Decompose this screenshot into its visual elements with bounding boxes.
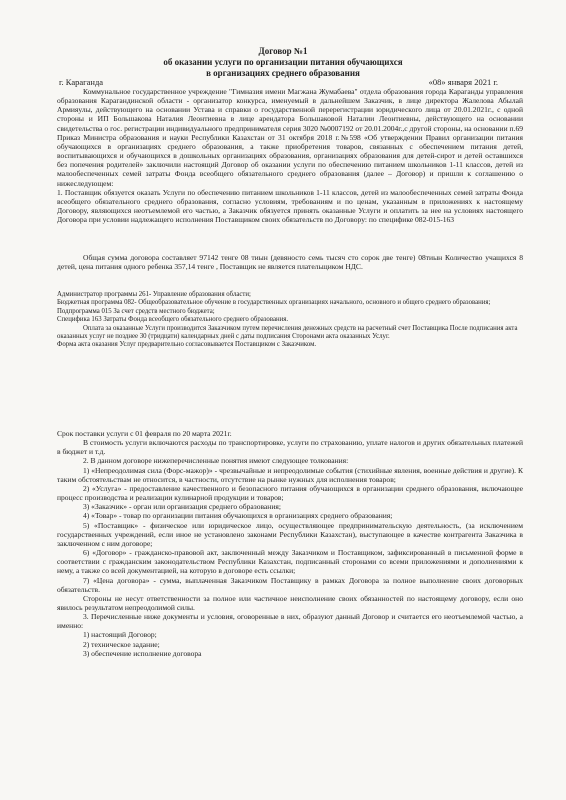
preamble-block	[57, 87, 523, 224]
sum-paragraph: Общая сумма договора составляет 97142 тенге 08 тиын (девяносто семь тысяч сто сорок две тенге) 08тиын Количество учащихся 8 детей, цена питания одного ребенка 357,14 тенге , Поставщик не является плательщиком НДС.	[57, 253, 523, 272]
clause-3-intro: 3. Перечисленные ниже документы и условия, оговоренные в них, образуют данный Договор и считается его неотъемлемой частью, а именно:	[57, 612, 523, 631]
term-block	[57, 429, 523, 658]
contract-date: «08» января 2021 г.	[428, 77, 498, 87]
definition-customer: 3) «Заказчик» - орган или организация среднего образования;	[83, 502, 281, 512]
contract-subtitle-line2: в организациях среднего образования	[206, 68, 360, 78]
definition-force-majeure: 1) «Непреодолимая сила (Форс-мажор)» - чрезвычайные и непреодолимые события (стихийные явления, военные действия и другие). К таким обстоятельствам не относится, в частности, отсутствие на рынке нужных для исполнения товаров;	[57, 465, 523, 484]
act-form-note: Форма акта оказания Услуг предварительно согласовывается Поставщиком с Заказчиком.	[57, 341, 317, 349]
budget-block	[57, 291, 523, 350]
document-list-item-3: 3) обеспечение исполнение договора	[83, 648, 202, 658]
delivery-term: Срок поставки услуги с 01 февраля по 20 марта 2021г.	[57, 429, 232, 438]
document-list-item-2: 2) техническое задание;	[83, 639, 160, 649]
definition-supplier: 5) «Поставщик» - физическое или юридическое лицо, осуществляющее предпринимательскую деятельность, (за исключением государственных учреждений, если иное не установлено законами Республики Казахстан), выступающее в качестве контрагента Заказчика в заключенном с ним договоре;	[57, 520, 523, 548]
contract-city: г. Караганда	[59, 77, 104, 87]
preamble-paragraph: Коммунальное государственное учреждение "Гимназия имени Магжана Жумабаева" отдела образования города Караганды управления образования Карагандинской области - организатор конкурса, именуемый в дальнейшем Заказчик, в лице директора Жалелова Абылай Армияулы, действующего на основании Устава и справки о государственной перерегистрации юридического лица от 20.01.2021г., с одной стороны и ИП Большакова Наталия Леонтиевна в лице арендатора Большаковой Наталии Леонтиевны, действующего на основании свидетельства о гос. регистрации индивидуального предпринимателя серия 3020 №0007192 от 20.01.2004г.,с другой стороны, на основании п.69 Приказ Министра образования и науки Республики Казахстан от 31 октября 2018 г.№598 «Об утверждении Правил организации питания обучающихся в организациях среднего образования, а также приобретения товаров, связанных с обеспечением питания детей, воспитывающихся и обучающихся в дошкольных организациях образования, организациях образования для детей-сирот и детей оставшихся без попечения родителей» заключили настоящий Договор об оказании услуги по обеспечению питанием школьников 1-11 классов, детей из малообеспеченных семей затраты Фонда всеобщего обязательного среднего образования (далее – Договор) и пришли к соглашению о нижеследующем:	[57, 87, 523, 188]
definition-service: 2) «Услуга» - предоставление качественного и безопасного питания обучающихся в организации среднего образования, включающее процесс производства и реализации кулинарной продукции и товаров;	[57, 483, 523, 503]
budget-line-program: Бюджетная программа 082- Общеобразовательное обучение в государственных организациях начального, основного и общего среднего образования;	[57, 299, 491, 307]
budget-line-admin: Администратор программы 261- Управление образования области;	[57, 291, 251, 298]
definition-goods: 4) «Товар» - товар по организации питания обучающихся в организациях среднего образования;	[83, 511, 393, 521]
definition-contract-price: 7) «Цена договора» - сумма, выплаченная Заказчиком Поставщику в рамках Договора за полное выполнение своих договорных обязательств.	[57, 575, 523, 594]
clause-2-intro: 2. В данном договоре нижеперечисленные понятия имеют следующее толкования:	[83, 456, 349, 466]
clause-1-paragraph: 1. Поставщик обязуется оказать Услуги по обеспечению питанием школьников 1-11 классов, детей из малообеспеченных семей затраты Фонда всеобщего обязательного среднего образования, согласно условиям, требованиям и по ценам, указанным в приложениях к настоящему Договору, являющихся неотъемлемой его частью, а Заказчик обязуется принять оказанные Услуги и оплатить за нее на условиях настоящего Договора при условии надлежащего исполнения Поставщиком своих обязательств по Договору: по специфике 082-015-163	[57, 187, 523, 225]
payment-terms: Оплата за оказанные Услуги производится Заказчиком путем перечисления денежных средств на расчетный счет Поставщика После подписания акта оказанных услуг не позднее 30 (тридцати) календарных дней с даты подписания Сторонами акта оказанных Услуг.	[57, 324, 518, 341]
contract-subtitle-line1: об оказании услуги по организации питания обучающихся	[163, 57, 403, 67]
clause-liability: Стороны не несут ответственности за полное или частичное неисполнение своих обязанностей по настоящему договору, если оно явилось результатом непреодолимой силы.	[57, 593, 523, 612]
definition-contract: 6) «Договор» - гражданско-правовой акт, заключенный между Заказчиком и Поставщиком, зафиксированный в письменной форме в соответствии с гражданским законодательством Республики Казахстан, подписанный сторонами со всеми приложениями и дополнениями к нему, а также со всей документацией, на которую в договоре есть ссылки;	[57, 548, 523, 576]
budget-line-specific: Специфика 163 Затраты Фонда всеобщего обязательного среднего образования.	[57, 316, 289, 324]
contract-title: Договор №1	[258, 46, 308, 56]
clause-costs: В стоимость услуги включаются расходы по транспортировке, услуги по страхованию, уплате налогов и других обязательных платежей в бюджет и т.д.	[57, 438, 523, 457]
sum-block	[57, 253, 523, 271]
document-list-item-1: 1) настоящий Договор;	[83, 630, 157, 640]
budget-line-subprogram: Подпрограмма 015 За счет средств местного бюджета;	[57, 307, 215, 315]
